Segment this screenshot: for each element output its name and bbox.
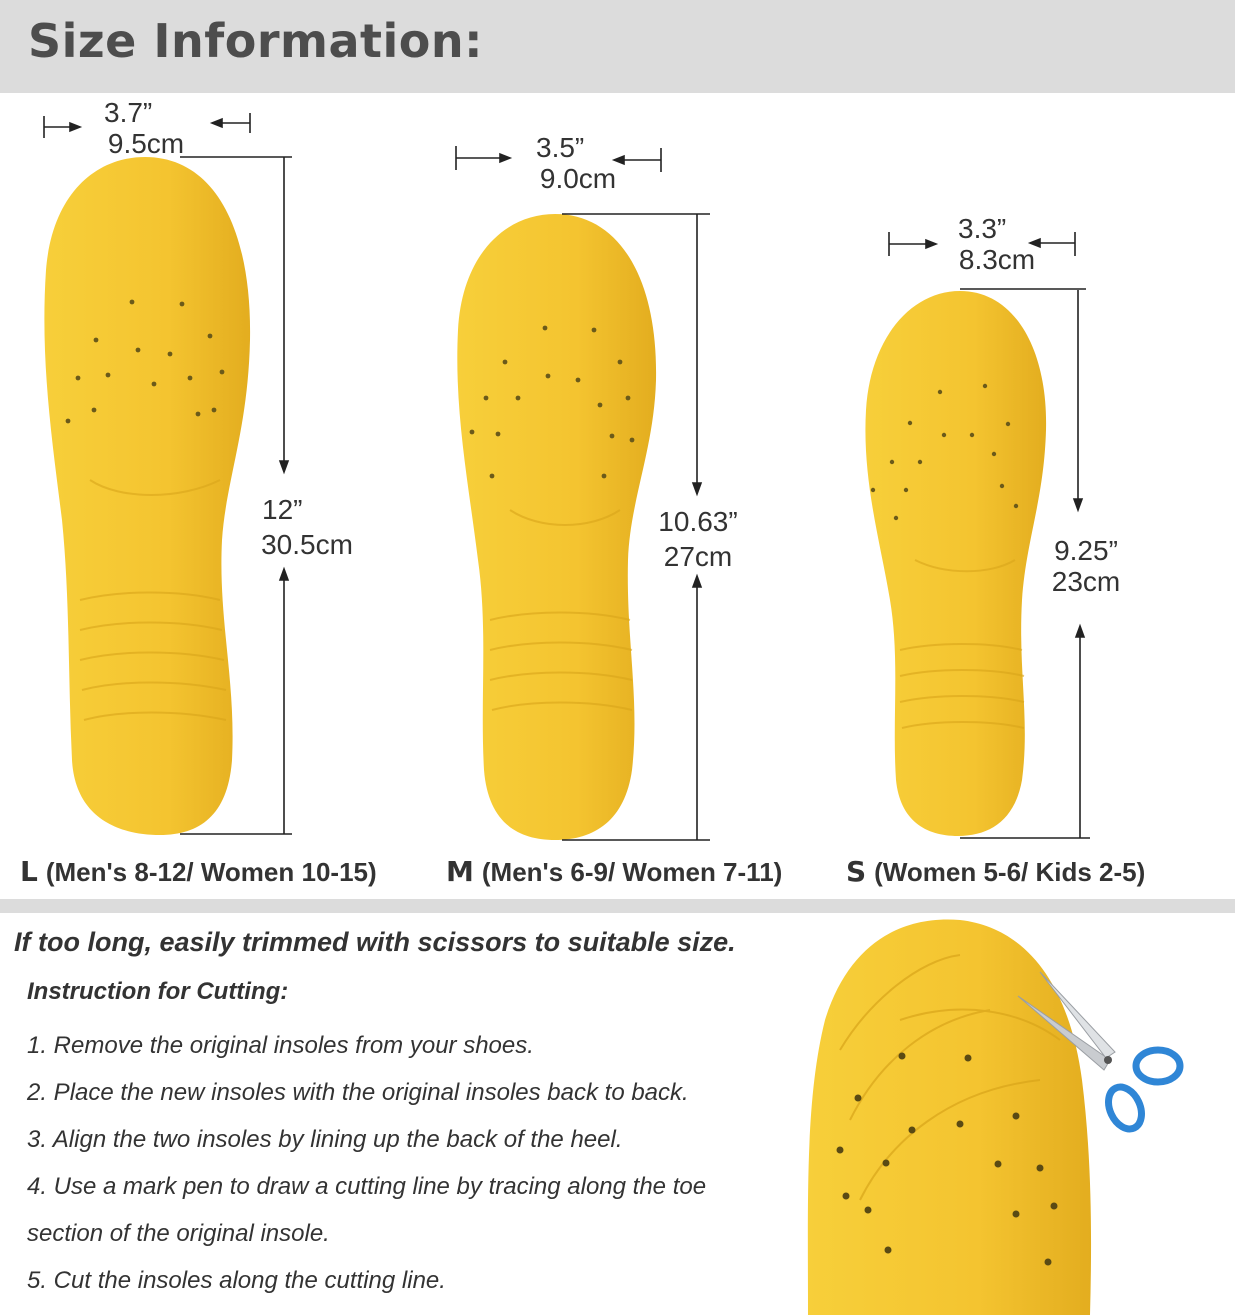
small-width-measure [950,213,1044,275]
size-label-medium [446,855,782,888]
medium-length-measure [648,506,748,572]
medium-length-cm: 27cm [663,541,733,572]
size-description: (Men's 8-12/ Women 10-15) [45,857,377,887]
size-description: (Women 5-6/ Kids 2-5) [874,857,1146,887]
medium-width-cm: 9.0cm [539,163,617,194]
instruction-step: 2. Place the new insoles with the original insoles back to back. [27,1079,689,1106]
page-title: Size Information: [28,14,484,68]
instruction-step: 5. Cut the insoles along the cutting line. [27,1267,446,1294]
medium-length-inches: 10.63” [658,506,738,537]
small-length-measure [1040,535,1132,597]
medium-width-inches: 3.5” [536,132,585,163]
size-label-small [846,855,1145,888]
instructions-title: Instruction for Cutting: [27,978,289,1005]
large-length-cm: 30.5cm [261,529,353,560]
instruction-list [27,1022,807,1304]
instruction-step: 4. Use a mark pen to draw a cutting line by tracing along the toe [27,1173,707,1200]
instruction-step: 1. Remove the original insoles from your shoes. [27,1032,534,1059]
insole-small [865,291,1046,836]
section-divider [0,899,1235,913]
insole-large [44,157,250,835]
medium-width-measure [528,132,628,194]
large-length-measure [252,494,362,560]
large-length-inches: 12” [262,494,303,525]
insole-medium [457,214,656,840]
large-width-measure [98,97,194,159]
large-width-cm: 9.5cm [107,128,185,159]
size-letter: S [846,855,867,888]
size-description: (Men's 6-9/ Women 7-11) [481,857,783,887]
trim-tip: If too long, easily trimmed with scissors to suitable size. [14,927,736,957]
small-length-inches: 9.25” [1054,535,1118,566]
small-length-cm: 23cm [1051,566,1121,597]
size-letter: M [446,855,474,888]
size-letter: L [20,855,38,888]
instruction-step: section of the original insole. [27,1220,330,1247]
small-width-inches: 3.3” [958,213,1007,244]
trimming-insole [808,919,1091,1315]
instruction-step: 3. Align the two insoles by lining up the back of the heel. [27,1126,623,1153]
small-width-cm: 8.3cm [958,244,1036,275]
size-label-large [20,855,377,888]
large-width-inches: 3.7” [104,97,153,128]
